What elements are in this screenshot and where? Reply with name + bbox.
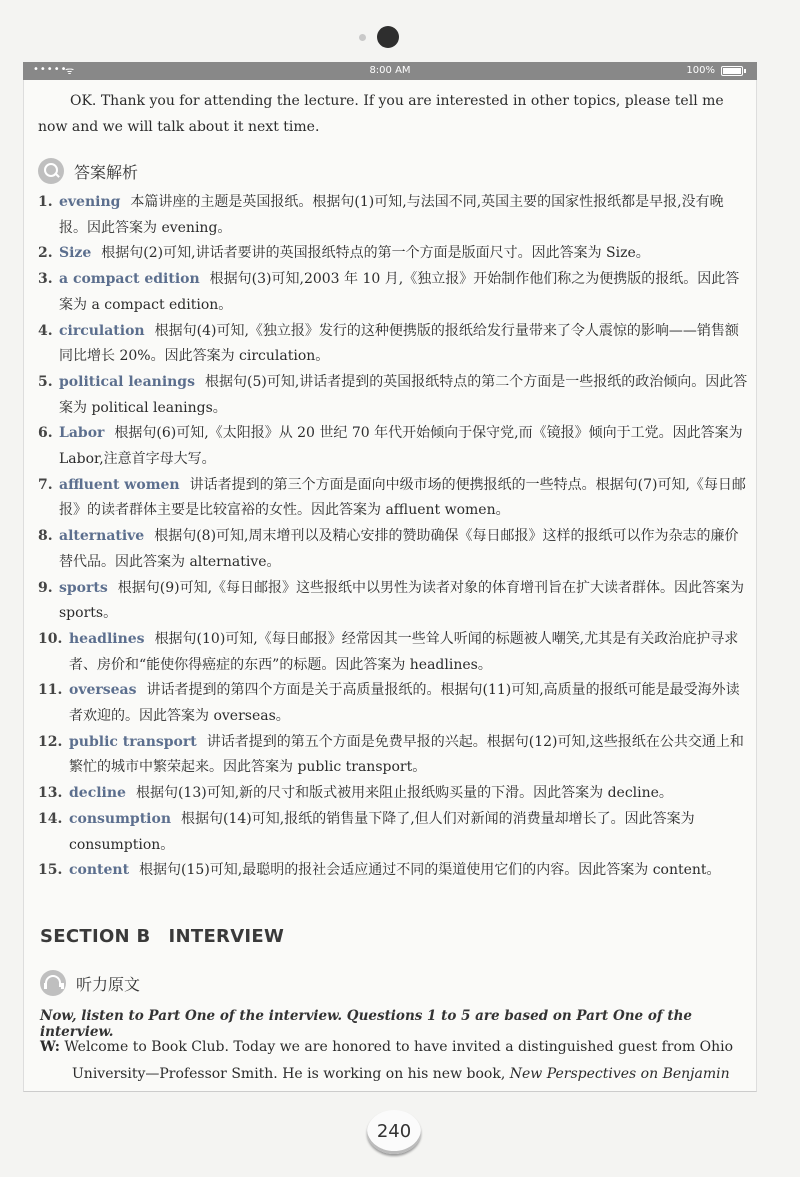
answer-item (38, 421, 750, 472)
battery-icon (721, 66, 743, 76)
answer-key: Labor (59, 425, 105, 442)
answer-explanation: 根据句(4)可知,《独立报》发行的这种便携版的报纸给发行量带来了令人震惊的影响——销售额同比增长 20%。因此答案为 circulation。 (59, 322, 739, 365)
answer-number: 5. (38, 374, 53, 391)
answer-item (38, 576, 750, 627)
section-b-label: SECTION B (40, 926, 151, 947)
answer-explanation: 根据句(8)可知,周末增刊以及精心安排的赞助确保《每日邮报》这样的报纸可以作为杂志的廉价替代品。因此答案为 alternative。 (59, 528, 739, 570)
answer-explanation: 讲话者提到的第四个方面是关于高质量报纸的。根据句(11)可知,高质量的报纸可能是最受海外读者欢迎的。因此答案为 overseas。 (69, 682, 740, 724)
answer-number: 10. (38, 631, 63, 648)
answer-key: evening (59, 194, 121, 210)
answer-number: 15. (38, 862, 63, 879)
transcript-heading (40, 970, 140, 996)
answer-number: 13. (38, 785, 63, 802)
answer-key: sports (59, 579, 108, 596)
answer-item (38, 678, 750, 729)
answer-explanation: 根据句(6)可知,《太阳报》从 20 世纪 70 年代开始倾向于保守党,而《镜报》倾向于工党。因此答案为 Labor,注意首字母大写。 (59, 425, 743, 467)
camera-icon (377, 26, 399, 48)
battery-percentage: 100% (686, 65, 715, 76)
answer-explanation: 根据句(14)可知,报纸的销售量下降了,但人们对新闻的消费量却增长了。因此答案为 consumption。 (69, 811, 695, 853)
answer-item (38, 807, 750, 858)
answer-number: 3. (38, 271, 53, 288)
headphones-icon (40, 970, 66, 996)
page-number-badge: 240 (367, 1110, 421, 1154)
answer-explanation: 根据句(9)可知,《每日邮报》这些报纸中以男性为读者对象的体育增刊旨在扩大读者群体。因此答案为 sports。 (59, 579, 745, 622)
status-time: 8:00 AM (369, 65, 411, 76)
answer-item (38, 267, 750, 318)
answer-number: 12. (38, 733, 63, 750)
answer-explanation: 本篇讲座的主题是英国报纸。根据句(1)可知,与法国不同,英国主要的国家性报纸都是早报,没有晚报。因此答案为 evening。 (59, 194, 724, 236)
answer-number: 4. (38, 322, 53, 339)
answer-key: overseas (69, 682, 137, 699)
answer-key: decline (69, 785, 126, 802)
answer-number: 8. (38, 528, 53, 545)
answer-key: consumption (69, 811, 172, 828)
section-b-title: INTERVIEW (168, 926, 285, 947)
answer-number: 2. (38, 245, 53, 262)
answer-key: alternative (59, 528, 145, 545)
interview-instruction: Now, listen to Part One of the interview. Questions 1 to 5 are based on Part One of the interview. (40, 1008, 692, 1040)
answer-item (38, 524, 750, 575)
answer-analysis-heading (38, 158, 138, 184)
answer-key: content (69, 862, 130, 879)
answer-explanation: 根据句(13)可知,新的尺寸和版式被用来阻止报纸购买量的下滑。因此答案为 decline。 (135, 785, 673, 802)
dialogue-line (40, 1034, 752, 1088)
answer-explanation: 根据句(15)可知,最聪明的报社会适应通过不同的渠道使用它们的内容。因此答案为 content。 (139, 862, 721, 879)
answer-item (38, 370, 750, 421)
lecture-closing-paragraph: OK. Thank you for attending the lecture. If you are interested in other topics, please tell me now and we will talk about it next time. (38, 93, 724, 135)
signal-icon: ••••• (33, 64, 68, 75)
answer-explanation: 根据句(10)可知,《每日邮报》经常因其一些耸人听闻的标题被人嘲笑,尤其是有关政治庇护寻求者、房价和“能使你得癌症的东西”的标题。因此答案为 headlines。 (69, 631, 739, 673)
answer-number: 7. (38, 476, 53, 493)
answer-number: 14. (38, 811, 63, 828)
answer-explanation: 讲话者提到的第五个方面是免费早报的兴起。根据句(12)可知,这些报纸在公共交通上和繁忙的城市中繁荣起来。因此答案为 public transport。 (69, 733, 744, 776)
wifi-icon: ᯤ (65, 66, 75, 77)
camera-indicator-dot (359, 34, 366, 41)
answer-item (38, 858, 750, 884)
answer-key: a compact edition (59, 271, 200, 288)
answer-key: circulation (59, 322, 145, 339)
answer-item (38, 241, 750, 267)
answer-explanation: 根据句(5)可知,讲话者提到的英国报纸特点的第二个方面是一些报纸的政治倾向。因此答案为 political leanings。 (59, 374, 748, 416)
answer-explanation: 根据句(2)可知,讲话者要讲的英国报纸特点的第一个方面是版面尺寸。因此答案为 Size。 (101, 245, 650, 262)
answer-item (38, 190, 750, 241)
answer-explanation: 讲话者提到的第三个方面是面向中级市场的便携报纸的一些特点。根据句(7)可知,《每日邮报》的读者群体主要是比较富裕的女性。因此答案为 affluent women。 (59, 476, 746, 519)
status-bar (23, 62, 757, 80)
section-b-heading (40, 926, 284, 947)
answer-key: political leanings (59, 374, 195, 391)
dialogue-text-1: Welcome to Book Club. Today we are honored to have invited a distinguished guest from Ohio (64, 1039, 734, 1055)
dialogue-text-2: University—Professor Smith. He is working on his new book, (72, 1066, 506, 1082)
answer-number: 1. (38, 194, 53, 210)
answer-key: headlines (69, 631, 145, 648)
magnifier-icon (38, 158, 64, 184)
answer-number: 6. (38, 425, 53, 442)
answer-item (38, 781, 750, 807)
answer-item (38, 319, 750, 370)
answer-key: public transport (69, 733, 197, 750)
transcript-title: 听力原文 (76, 974, 141, 994)
document-page[interactable] (23, 80, 757, 1092)
answer-list (38, 190, 750, 884)
answer-item (38, 473, 750, 524)
answer-key: Size (59, 245, 92, 262)
answer-number: 9. (38, 579, 53, 596)
answer-key: affluent women (59, 476, 180, 493)
answer-analysis-title: 答案解析 (74, 162, 139, 182)
answer-item (38, 627, 750, 678)
answer-explanation: 根据句(3)可知,2003 年 10 月,《独立报》开始制作他们称之为便携版的报纸。因此答案为 a compact edition。 (59, 271, 740, 313)
answer-item (38, 730, 750, 781)
answer-number: 11. (38, 682, 63, 699)
book-title: New Perspectives on Benjamin (509, 1066, 730, 1082)
speaker-label: W: (40, 1039, 60, 1055)
